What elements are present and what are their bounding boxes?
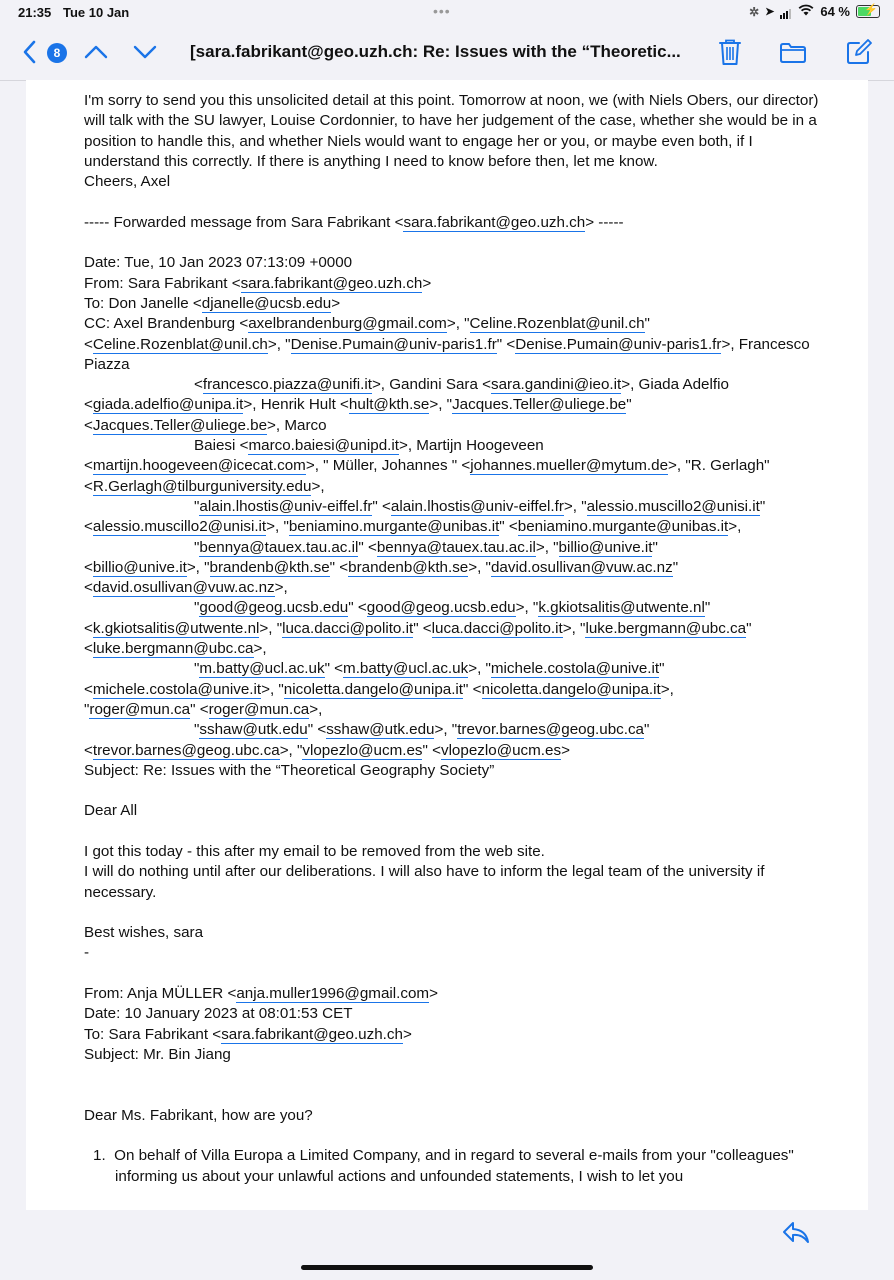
status-date: Tue 10 Jan [63,5,130,20]
email-link[interactable]: vlopezlo@ucm.es [302,741,423,759]
email-link[interactable]: sara.fabrikant@geo.uzh.ch [403,213,586,231]
email-link[interactable]: good@geog.ucsb.edu [199,599,349,617]
header-cc: CC: Axel Brandenburg <axelbrandenburg@gmail.com>, "Celine.Rozenblat@unil.ch" <Celine.Rozenblat@unil.ch>, "Denise.Pumain@univ-paris1.fr" <Denise.Pumain@univ-paris1.fr>, Francesco Piazza <francesco.piazza@unifi.it>, Gandini Sara <sara.gandini@ieo.it>, Giada Adelfio <giada.adelfio@unipa.it>, Henrik Hult <hult@kth.se>, "Jacques.Teller@uliege.be" <Jacques.Teller@uliege.be>, Marco Baiesi <marco.baiesi@unipd.it>, Martijn Hoogeveen <martijn.hoogeveen@icecat.com>, " Müller, Johannes " <johannes.mueller@mytum.de>, "R. Gerlagh" <R.Gerlagh@tilburguniversity.edu>, "alain.lhostis@univ-eiffel.fr" <alain.lhostis@univ-eiffel.fr>, "alessio.muscillo2@unisi.it" <alessio.muscillo2@unisi.it>, "beniamino.murgante@unibas.it" <beniamino.murgante@unibas.it>, "bennya@tauex.tau.ac.il" <bennya@tauex.tau.ac.il>, "billio@unive.it" <billio@unive.it>, "brandenb@kth.se" <brandenb@kth.se>, "david.osullivan@vuw.ac.nz" <david.osullivan@vuw.ac.nz>, "good@geog.ucsb.edu" <good@geog.ucsb.edu>, "k.gkiotsalitis@utwente.nl" <k.gkiotsalitis@utwente.nl>, "luca.dacci@polito.it" <luca.dacci@polito.it>, "luke.bergmann@ubc.ca" <luke.bergmann@ubc.ca>, "m.batty@ucl.ac.uk" <m.batty@ucl.ac.uk>, "michele.costola@unive.it" <michele.costola@unive.it>, "nicoletta.dangelo@unipa.it" <nicoletta.dangelo@unipa.it>, "roger@mun.ca" <roger@mun.ca>, "sshaw@utk.edu" <sshaw@utk.edu>, "trevor.barnes@geog.ubc.ca" <trevor.barnes@geog.ubc.ca>, "vlopezlo@ucm.es" <vlopezlo@ucm.es> [84,315,810,759]
email-link[interactable]: Jacques.Teller@uliege.be [452,396,627,414]
trash-icon[interactable] [718,38,742,71]
home-indicator[interactable] [301,1265,593,1270]
header-from: From: Sara Fabrikant <sara.fabrikant@geo.uzh.ch> [84,274,432,292]
inner-header-date: Date: 10 January 2023 at 08:01:53 CET [84,1005,353,1023]
email-link[interactable]: luca.dacci@polito.it [282,619,414,637]
signoff-axel: Cheers, Axel [84,173,171,191]
email-link[interactable]: alain.lhostis@univ-eiffel.fr [199,497,373,515]
email-link[interactable]: Denise.Pumain@univ-paris1.fr [290,335,497,353]
email-link[interactable]: roger@mun.ca [208,700,310,718]
header-date: Date: Tue, 10 Jan 2023 07:13:09 +0000 [84,254,353,272]
compose-icon[interactable] [846,39,872,70]
email-link[interactable]: giada.adelfio@unipa.it [92,396,244,414]
email-link[interactable]: beniamino.murgante@unibas.it [517,518,729,536]
signal-icon [780,4,792,19]
email-link[interactable]: billio@unive.it [558,538,653,556]
folder-icon[interactable] [779,42,807,69]
email-link[interactable]: vlopezlo@ucm.es [440,741,562,759]
email-link[interactable]: beniamino.murgante@unibas.it [288,518,500,536]
email-link[interactable]: sshaw@utk.edu [326,721,435,739]
email-link[interactable]: michele.costola@unive.it [490,660,660,678]
email-link[interactable]: sshaw@utk.edu [199,721,308,739]
email-link[interactable]: m.batty@ucl.ac.uk [343,660,469,678]
inner-header-to: To: Sara Fabrikant <sara.fabrikant@geo.uzh.ch> [84,1025,412,1043]
email-link[interactable]: Celine.Rozenblat@unil.ch [469,315,645,333]
email-link[interactable]: alessio.muscillo2@unisi.it [586,497,760,515]
email-link[interactable]: R.Gerlagh@tilburguniversity.edu [92,477,312,495]
multitasking-dots-icon[interactable]: ••• [433,3,451,19]
email-link[interactable]: nicoletta.dangelo@unipa.it [481,680,661,698]
brightness-icon: ✲ [749,4,760,19]
email-link[interactable]: sara.fabrikant@geo.uzh.ch [240,274,423,292]
header-subject: Subject: Re: Issues with the “Theoretical Geography Society” [84,761,495,779]
back-chevron-icon[interactable] [22,40,36,69]
email-link[interactable]: brandenb@kth.se [209,558,330,576]
next-message-icon[interactable] [133,45,157,64]
battery-icon: ⚡ [856,5,880,18]
email-link[interactable]: k.gkiotsalitis@utwente.nl [538,599,705,617]
battery-percent: 64 % [820,4,850,19]
separator-dash: - [84,944,90,962]
email-link[interactable]: good@geog.ucsb.edu [366,599,516,617]
body-paragraph: I got this today - this after my email to be removed from the web site. [84,842,545,860]
email-link[interactable]: roger@mun.ca [89,700,191,718]
message-subject-title: [sara.fabrikant@geo.uzh.ch: Re: Issues with the “Theoretic... [190,42,681,61]
email-link[interactable]: luke.bergmann@ubc.ca [585,619,747,637]
email-link[interactable]: axelbrandenburg@gmail.com [248,315,447,333]
inner-header-from: From: Anja MÜLLER <anja.muller1996@gmail.com> [84,985,438,1003]
email-link[interactable]: Denise.Pumain@univ-paris1.fr [515,335,722,353]
email-link[interactable]: francesco.piazza@unifi.it [202,376,372,394]
signoff-sara: Best wishes, sara [84,924,204,942]
email-link[interactable]: Celine.Rozenblat@unil.ch [92,335,268,353]
forwarded-header: ----- Forwarded message from Sara Fabrikant <sara.fabrikant@geo.uzh.ch> ----- [84,213,624,231]
email-link[interactable]: Jacques.Teller@uliege.be [92,416,268,434]
reply-icon[interactable] [782,1220,810,1251]
email-link[interactable]: michele.costola@unive.it [92,680,262,698]
email-link[interactable]: alain.lhostis@univ-eiffel.fr [390,497,564,515]
header-to: To: Don Janelle <djanelle@ucsb.edu> [84,294,341,312]
previous-message-icon[interactable] [84,45,108,64]
email-link[interactable]: bennya@tauex.tau.ac.il [376,538,536,556]
inner-header-subject: Subject: Mr. Bin Jiang [84,1045,231,1063]
wifi-icon [798,4,814,19]
email-link[interactable]: hult@kth.se [348,396,430,414]
email-link[interactable]: sara.fabrikant@geo.uzh.ch [221,1025,403,1043]
location-icon: ➤ [765,6,775,18]
email-link[interactable]: david.osullivan@vuw.ac.nz [490,558,673,576]
email-link[interactable]: marco.baiesi@unipd.it [248,437,399,455]
message-card [26,80,868,1210]
email-link[interactable]: k.gkiotsalitis@utwente.nl [92,619,260,637]
email-link[interactable]: david.osullivan@vuw.ac.nz [92,579,275,597]
email-link[interactable]: djanelle@ucsb.edu [201,294,332,312]
email-link[interactable]: brandenb@kth.se [348,558,469,576]
email-link[interactable]: anja.muller1996@gmail.com [236,985,430,1003]
body-paragraph: I'm sorry to send you this unsolicited detail at this point. Tomorrow at noon, we (with Niels Obers, our director) will talk with the SU lawyer, Louise Cordonnier, to have her judgement of the case, whether she would be in a position to handle this, and whether Niels would want to engage her or you, or maybe even both, if I understand this correctly. If there is anything I need to know before then, let me know. [84,92,819,170]
message-body [84,91,824,1187]
list-text: On behalf of Villa Europa a Limited Company, and in regard to several e-mails from your "colleagues" informing us about your unlawful actions and unfounded statements, I wish to let you [114,1147,794,1185]
email-link[interactable]: martijn.hoogeveen@icecat.com [92,457,306,475]
email-link[interactable]: luke.bergmann@ubc.ca [92,640,254,658]
body-paragraph: I will do nothing until after our deliberations. I will also have to inform the legal team of the university if necessary. [84,863,765,901]
email-link[interactable]: billio@unive.it [92,558,187,576]
email-link[interactable]: sara.gandini@ieo.it [490,376,622,394]
unread-count-badge[interactable]: 8 [47,43,67,63]
mail-nav-bar [0,26,894,81]
email-link[interactable]: m.batty@ucl.ac.uk [199,660,325,678]
list-number: 1. [93,1147,106,1165]
inner-greeting: Dear Ms. Fabrikant, how are you? [84,1106,313,1124]
status-indicators [749,4,880,19]
email-link[interactable]: bennya@tauex.tau.ac.il [199,538,359,556]
email-link[interactable]: alessio.muscillo2@unisi.it [92,518,267,536]
email-link[interactable]: trevor.barnes@geog.ubc.ca [457,721,644,739]
list-item [84,1146,824,1187]
status-bar [0,0,894,26]
status-time: 21:35 [18,5,52,20]
greeting: Dear All [84,802,138,820]
email-link[interactable]: trevor.barnes@geog.ubc.ca [92,741,280,759]
email-link[interactable]: luca.dacci@polito.it [431,619,563,637]
email-link[interactable]: johannes.mueller@mytum.de [470,457,669,475]
email-link[interactable]: nicoletta.dangelo@unipa.it [283,680,464,698]
